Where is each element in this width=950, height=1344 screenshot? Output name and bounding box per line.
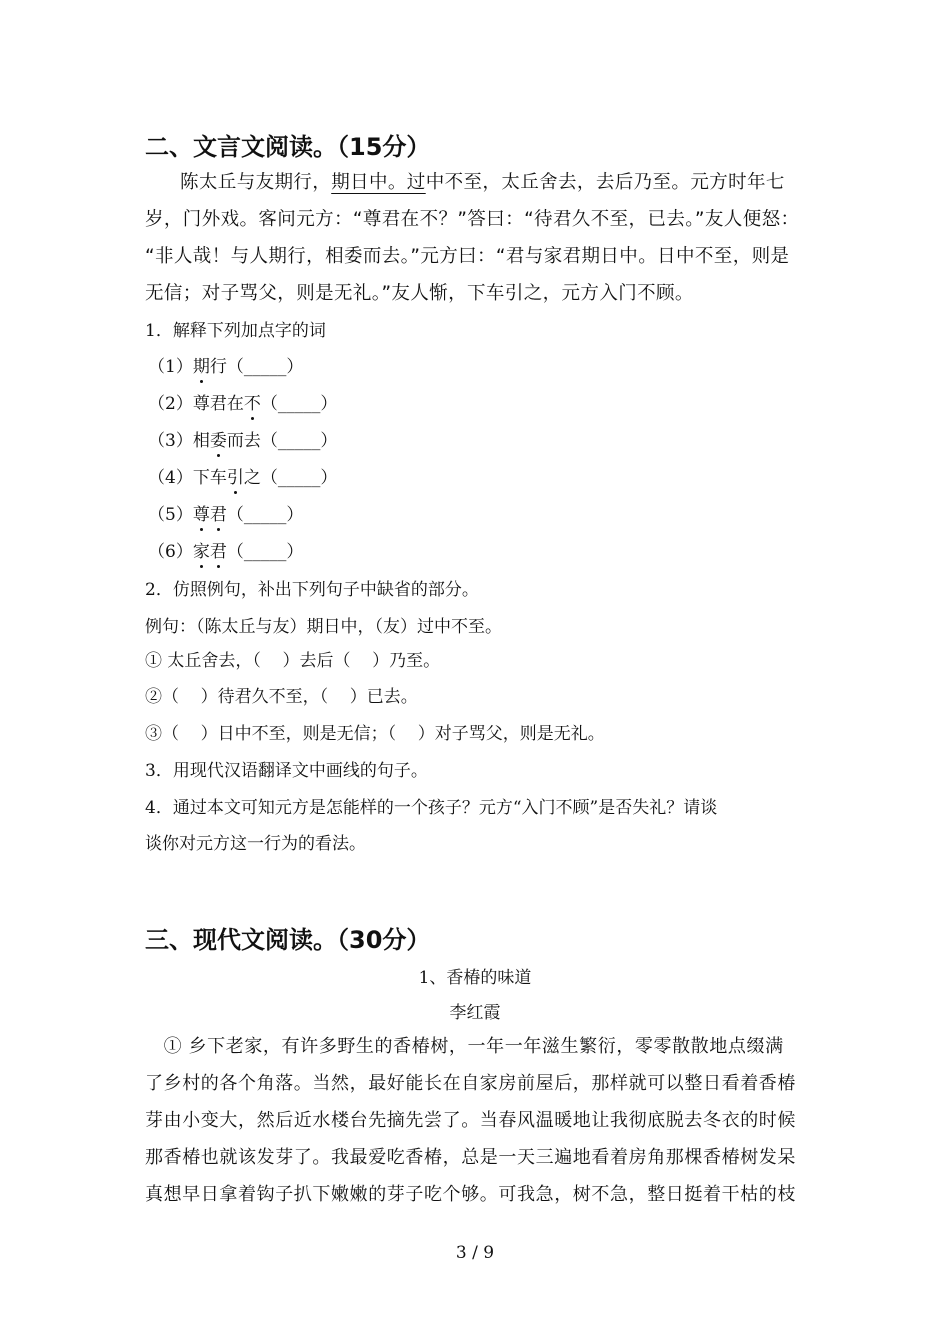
dotted-char: 引 — [226, 468, 244, 488]
item-prefix: （2）尊君在 — [148, 394, 244, 414]
dotted-char: 君 — [209, 542, 227, 562]
section3-heading: 三、现代文阅读。（30分） — [145, 926, 431, 954]
answer-blank[interactable]: （_____） — [226, 542, 304, 562]
item-prefix: （1） — [148, 357, 193, 377]
article-line: ① 乡下老家，有许多野生的香椿树，一年一年滋生繁衍，零零散散地点缀满 — [145, 1036, 784, 1057]
dotted-char: 不 — [243, 394, 261, 414]
question-1-item — [148, 505, 303, 525]
passage-text: 陈太丘与友期行， — [180, 172, 332, 193]
answer-blank[interactable]: （_____） — [260, 394, 338, 414]
section2-heading: 二、文言文阅读。（15分） — [145, 133, 431, 161]
article-author: 李红霞 — [449, 1003, 501, 1023]
page-number: 3 / 9 — [455, 1243, 495, 1263]
dotted-char: 委 — [209, 431, 227, 451]
question-4: 4．通过本文可知元方是怎能样的一个孩子？元方“入门不顾”是否失礼？请谈 — [145, 798, 718, 818]
question-1-item — [148, 542, 303, 562]
passage-line — [180, 173, 785, 193]
answer-blank[interactable]: 之（_____） — [243, 468, 338, 488]
underlined-sentence: 期日中。过 — [331, 172, 426, 193]
article-line: 那香椿也就该发芽了。我最爱吃香椿，总是一天三遍地看着房角那棵香椿树发呆 — [145, 1147, 796, 1168]
article-line: 了乡村的各个角落。当然，最好能长在自家房前屋后，那样就可以整日看着香椿 — [145, 1073, 796, 1094]
passage-line: 岁，门外戏。客问元方：“尊君在不？”答曰：“待君久不至，已去。”友人便怒： — [145, 209, 800, 230]
answer-blank[interactable]: 而去（_____） — [226, 431, 338, 451]
dotted-word — [244, 394, 261, 414]
question-1: 1．解释下列加点字的词 — [145, 321, 326, 341]
passage-text: 中不至，太丘舍去，去后乃至。元方时年七 — [425, 172, 785, 193]
question-1-item — [148, 468, 337, 488]
question-4: 谈你对元方这一行为的看法。 — [145, 834, 366, 854]
dotted-char: 家 — [192, 542, 210, 562]
dotted-char: 尊 — [192, 505, 210, 525]
passage-line: 无信；对子骂父，则是无礼。”友人惭，下车引之，元方入门不顾。 — [145, 283, 694, 304]
question-1-item — [148, 394, 337, 414]
question-2-item: ②（ ）待君久不至，（ ）已去。 — [145, 687, 418, 707]
answer-blank[interactable]: （_____） — [226, 505, 304, 525]
passage-line: “非人哉！与人期行，相委而去。”元方曰：“君与家君期日中。日中不至，则是 — [145, 246, 790, 267]
question-3: 3．用现代汉语翻译文中画线的句子。 — [145, 761, 428, 781]
item-prefix: （4）下车 — [148, 468, 227, 488]
question-1-item — [148, 357, 303, 377]
question-2-example: 例句：（陈太丘与友）期日中，（友）过中不至。 — [145, 617, 502, 637]
dotted-word — [193, 542, 227, 562]
question-1-item — [148, 431, 337, 451]
article-title: 1、香椿的味道 — [418, 968, 532, 988]
question-2-item: ③（ ）日中不至，则是无信；（ ）对子骂父，则是无礼。 — [145, 724, 605, 744]
question-2: 2．仿照例句，补出下列句子中缺省的部分。 — [145, 580, 479, 600]
dotted-word — [227, 468, 244, 488]
dotted-word — [210, 431, 227, 451]
article-line: 真想早日拿着钩子扒下嫩嫩的芽子吃个够。可我急，树不急，整日挺着干枯的枝 — [145, 1184, 796, 1205]
dotted-word — [193, 357, 210, 377]
answer-blank[interactable]: 行（_____） — [209, 357, 304, 377]
dotted-char: 期 — [192, 357, 210, 377]
dotted-char: 君 — [209, 505, 227, 525]
item-prefix: （5） — [148, 505, 193, 525]
item-prefix: （3）相 — [148, 431, 210, 451]
dotted-word — [193, 505, 227, 525]
article-line: 芽由小变大，然后近水楼台先摘先尝了。当春风温暖地让我彻底脱去冬衣的时候 — [145, 1110, 796, 1131]
question-2-item: ① 太丘舍去，（ ）去后（ ）乃至。 — [145, 651, 441, 671]
item-prefix: （6） — [148, 542, 193, 562]
